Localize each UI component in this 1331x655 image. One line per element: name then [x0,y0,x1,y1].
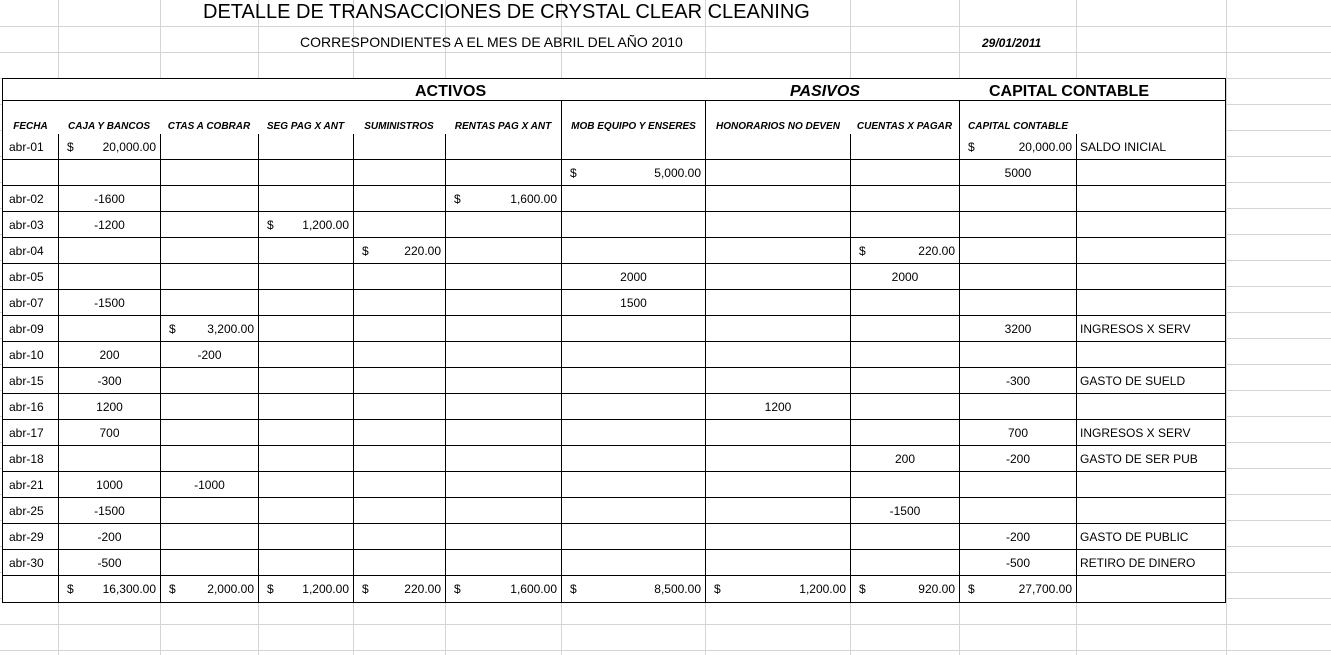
date-cell[interactable]: abr-10 [2,342,58,368]
table-cell[interactable] [258,212,353,238]
table-cell[interactable]: 200 [58,342,160,368]
table-cell[interactable] [58,446,160,472]
table-cell[interactable]: 2000 [850,264,959,290]
table-cell[interactable] [561,394,705,420]
table-cell[interactable] [705,290,850,316]
table-cell[interactable] [561,316,705,342]
table-cell[interactable] [705,160,850,186]
table-cell[interactable] [445,264,561,290]
table-cell[interactable] [160,160,258,186]
section-capital: CAPITAL CONTABLE [989,83,1149,100]
date-cell[interactable]: abr-04 [2,238,58,264]
table-cell[interactable] [850,160,959,186]
table-cell[interactable]: -300 [959,368,1076,394]
table-cell[interactable]: 5000 [959,160,1076,186]
table-cell[interactable] [850,550,959,576]
table-cell[interactable] [445,186,561,212]
table-cell[interactable] [258,186,353,212]
table-cell[interactable] [705,238,850,264]
table-cell[interactable] [258,524,353,550]
table-cell[interactable] [959,498,1076,524]
table-cell[interactable] [561,446,705,472]
sheet-subtitle: CORRESPONDIENTES A EL MES DE ABRIL DEL AÑO 2010 [300,34,683,50]
table-cell[interactable]: 1200 [705,394,850,420]
table-cell[interactable] [353,420,445,446]
cell-value: 20,000.00 [102,140,156,154]
table-cell[interactable] [258,160,353,186]
table-cell[interactable] [561,550,705,576]
table-cell[interactable] [850,134,959,160]
table-cell[interactable] [258,368,353,394]
cell-value: 1,200.00 [799,582,846,596]
table-cell[interactable] [561,186,705,212]
table-cell[interactable] [160,264,258,290]
table-cell[interactable] [160,368,258,394]
table-cell[interactable] [959,342,1076,368]
date-cell[interactable]: abr-18 [2,446,58,472]
table-cell[interactable] [258,446,353,472]
date-cell[interactable]: abr-30 [2,550,58,576]
table-cell[interactable] [850,524,959,550]
table-cell[interactable] [959,238,1076,264]
table-cell[interactable]: -200 [959,446,1076,472]
currency-symbol: $ [454,582,461,596]
cell-value: 220.00 [404,244,441,258]
date-cell[interactable] [2,160,58,186]
grid-line [0,26,1331,27]
table-cell[interactable] [258,394,353,420]
column-header: SEG PAG X ANT [258,100,353,134]
table-cell[interactable] [705,446,850,472]
cell-value: 1,200.00 [302,582,349,596]
table-cell[interactable] [258,264,353,290]
grid-line [0,650,1331,651]
table-cell[interactable] [160,134,258,160]
table-cell[interactable] [353,446,445,472]
column-header: RENTAS PAG X ANT [445,100,561,134]
date-cell[interactable]: abr-29 [2,524,58,550]
table-cell[interactable] [160,290,258,316]
table-cell[interactable] [160,212,258,238]
table-cell[interactable] [705,316,850,342]
table-cell[interactable] [1076,264,1226,290]
table-cell[interactable] [561,160,705,186]
table-cell[interactable] [353,498,445,524]
table-cell[interactable] [353,238,445,264]
total-cell[interactable] [160,576,258,603]
table-cell[interactable] [58,238,160,264]
cell-value: 3,200.00 [207,322,254,336]
table-cell[interactable] [445,134,561,160]
table-cell[interactable] [561,212,705,238]
table-cell[interactable] [850,316,959,342]
column-header: SUMINISTROS [353,100,445,134]
date-cell[interactable]: abr-25 [2,498,58,524]
table-cell[interactable] [445,342,561,368]
currency-symbol: $ [859,244,866,258]
currency-symbol: $ [267,582,274,596]
table-cell[interactable] [959,290,1076,316]
cell-value: 27,700.00 [1018,582,1072,596]
currency-symbol: $ [362,244,369,258]
table-cell[interactable] [353,550,445,576]
date-cell[interactable]: abr-07 [2,290,58,316]
table-cell[interactable] [445,472,561,498]
table-cell[interactable]: -500 [959,550,1076,576]
table-cell[interactable]: 1000 [58,472,160,498]
table-cell[interactable] [445,498,561,524]
table-cell[interactable] [850,212,959,238]
table-cell[interactable] [258,420,353,446]
table-cell[interactable] [445,316,561,342]
table-cell[interactable] [445,368,561,394]
sheet-title: DETALLE DE TRANSACCIONES DE CRYSTAL CLEAR CLEANING [203,1,810,23]
table-cell[interactable] [1076,472,1226,498]
column-header: MOB EQUIPO Y ENSERES [561,100,705,134]
table-cell[interactable] [353,212,445,238]
cell-value: 1,200.00 [302,218,349,232]
table-cell[interactable]: 700 [58,420,160,446]
currency-symbol: $ [454,192,461,206]
table-cell[interactable] [58,134,160,160]
table-cell[interactable] [445,446,561,472]
table-cell[interactable] [1076,498,1226,524]
table-cell[interactable] [353,186,445,212]
table-cell[interactable]: INGRESOS X SERV [1076,316,1226,342]
table-cell[interactable]: RETIRO DE DINERO [1076,550,1226,576]
table-cell[interactable]: -200 [58,524,160,550]
table-cell[interactable]: -200 [160,342,258,368]
table-cell[interactable] [561,524,705,550]
table-cell[interactable] [160,394,258,420]
table-cell[interactable] [258,472,353,498]
section-pasivos: PASIVOS [790,83,860,100]
date-cell[interactable]: abr-02 [2,186,58,212]
date-cell[interactable]: abr-09 [2,316,58,342]
currency-symbol: $ [859,582,866,596]
table-cell[interactable]: 700 [959,420,1076,446]
table-cell[interactable] [705,342,850,368]
table-cell[interactable] [705,550,850,576]
table-cell[interactable] [705,524,850,550]
currency-symbol: $ [267,218,274,232]
table-cell[interactable] [1076,394,1226,420]
cell-value: 1,600.00 [510,582,557,596]
table-cell[interactable] [561,134,705,160]
table-cell[interactable] [561,420,705,446]
column-header: FECHA [2,100,58,134]
currency-symbol: $ [968,582,975,596]
table-cell[interactable] [959,186,1076,212]
cell-value: 220.00 [918,244,955,258]
table-cell[interactable] [445,238,561,264]
table-cell[interactable] [445,160,561,186]
cell-value: 20,000.00 [1018,140,1072,154]
table-cell[interactable] [58,160,160,186]
cell-value: 1,600.00 [510,192,557,206]
table-cell[interactable] [160,238,258,264]
table-cell[interactable]: 200 [850,446,959,472]
table-cell[interactable] [445,394,561,420]
currency-symbol: $ [67,582,74,596]
table-cell[interactable]: 1200 [58,394,160,420]
table-cell[interactable]: -1000 [160,472,258,498]
table-cell[interactable] [850,342,959,368]
table-cell[interactable] [705,472,850,498]
table-cell[interactable] [353,472,445,498]
total-cell[interactable] [705,576,850,603]
table-cell[interactable] [353,316,445,342]
cell-value: 8,500.00 [654,582,701,596]
table-cell[interactable] [959,264,1076,290]
table-cell[interactable] [705,186,850,212]
table-cell[interactable]: SALDO INICIAL [1076,134,1226,160]
column-header: HONORARIOS NO DEVEN [705,100,850,134]
column-header [1076,100,1226,134]
table-cell[interactable] [1076,290,1226,316]
table-cell[interactable]: -1500 [58,290,160,316]
table-cell[interactable] [353,394,445,420]
table-cell[interactable] [850,368,959,394]
table-cell[interactable]: -1600 [58,186,160,212]
table-cell[interactable] [1076,212,1226,238]
table-cell[interactable] [561,342,705,368]
table-cell[interactable] [160,316,258,342]
table-cell[interactable] [705,420,850,446]
table-cell[interactable] [1076,186,1226,212]
date-cell[interactable]: abr-01 [2,134,58,160]
table-cell[interactable] [445,524,561,550]
table-cell[interactable] [160,186,258,212]
table-cell[interactable] [58,316,160,342]
table-cell[interactable]: GASTO DE SER PUB [1076,446,1226,472]
total-cell[interactable] [58,576,160,603]
table-cell[interactable] [258,550,353,576]
table-cell[interactable] [561,472,705,498]
table-cell[interactable] [850,186,959,212]
grid-line [0,624,1331,625]
total-cell[interactable] [353,576,445,603]
table-cell[interactable] [258,134,353,160]
table-cell[interactable] [705,368,850,394]
table-cell[interactable] [258,238,353,264]
table-cell[interactable] [160,446,258,472]
currency-symbol: $ [169,322,176,336]
table-cell[interactable]: 2000 [561,264,705,290]
table-cell[interactable] [850,238,959,264]
column-header: CAJA Y BANCOS [58,100,160,134]
table-cell[interactable]: INGRESOS X SERV [1076,420,1226,446]
table-cell[interactable] [353,264,445,290]
table-cell[interactable] [258,316,353,342]
table-cell[interactable] [353,134,445,160]
table-cell[interactable] [1076,160,1226,186]
table-cell[interactable]: -1500 [58,498,160,524]
table-cell[interactable] [258,342,353,368]
table-cell[interactable] [561,498,705,524]
table-cell[interactable] [160,498,258,524]
table-cell[interactable] [445,290,561,316]
table-cell[interactable]: -1500 [850,498,959,524]
total-cell[interactable] [445,576,561,603]
table-cell[interactable] [959,472,1076,498]
currency-symbol: $ [570,166,577,180]
date-cell[interactable]: abr-16 [2,394,58,420]
table-cell[interactable] [1076,238,1226,264]
cell-value: 5,000.00 [654,166,701,180]
table-cell[interactable]: GASTO DE SUELD [1076,368,1226,394]
currency-symbol: $ [169,582,176,596]
table-cell[interactable]: 1500 [561,290,705,316]
table-cell[interactable] [445,212,561,238]
table-cell[interactable] [353,290,445,316]
table-cell[interactable] [1076,342,1226,368]
currency-symbol: $ [968,140,975,154]
table-cell[interactable] [58,264,160,290]
table-cell[interactable]: 3200 [959,316,1076,342]
currency-symbol: $ [362,582,369,596]
table-cell[interactable] [705,264,850,290]
table-cell[interactable] [850,290,959,316]
cell-value: 2,000.00 [207,582,254,596]
total-cell[interactable] [1076,576,1226,603]
report-date: 29/01/2011 [982,36,1042,50]
cell-value: 920.00 [918,582,955,596]
grid-line [1226,0,1227,655]
total-cell[interactable] [258,576,353,603]
table-cell[interactable] [258,498,353,524]
section-activos: ACTIVOS [415,83,487,100]
date-cell[interactable]: abr-03 [2,212,58,238]
cell-value: 220.00 [404,582,441,596]
date-cell[interactable]: abr-21 [2,472,58,498]
column-header: CAPITAL CONTABLE [959,100,1076,134]
table-cell[interactable]: -200 [959,524,1076,550]
date-cell[interactable]: abr-05 [2,264,58,290]
table-cell[interactable] [959,394,1076,420]
table-cell[interactable] [959,212,1076,238]
table-cell[interactable] [850,394,959,420]
table-cell[interactable] [353,524,445,550]
table-cell[interactable]: -300 [58,368,160,394]
table-cell[interactable] [705,134,850,160]
table-cell[interactable] [561,368,705,394]
cell-value: 16,300.00 [102,582,156,596]
total-cell[interactable] [561,576,705,603]
table-cell[interactable] [445,550,561,576]
table-cell[interactable] [160,524,258,550]
table-cell[interactable] [353,160,445,186]
date-cell[interactable]: abr-17 [2,420,58,446]
table-cell[interactable] [160,420,258,446]
table-cell[interactable] [160,550,258,576]
table-cell[interactable] [353,368,445,394]
table-cell[interactable] [850,472,959,498]
column-header: CTAS A COBRAR [160,100,258,134]
table-cell[interactable] [561,238,705,264]
table-cell[interactable] [705,212,850,238]
table-cell[interactable]: GASTO DE PUBLIC [1076,524,1226,550]
table-cell[interactable] [705,498,850,524]
currency-symbol: $ [67,140,74,154]
currency-symbol: $ [570,582,577,596]
table-cell[interactable] [353,342,445,368]
table-cell[interactable] [445,420,561,446]
table-cell[interactable] [850,420,959,446]
date-cell[interactable]: abr-15 [2,368,58,394]
table-cell[interactable] [258,290,353,316]
column-header: CUENTAS X PAGAR [850,100,959,134]
totals-label-cell[interactable] [2,576,58,603]
table-cell[interactable]: -1200 [58,212,160,238]
currency-symbol: $ [714,582,721,596]
total-cell[interactable] [959,576,1076,603]
table-cell[interactable] [959,134,1076,160]
total-cell[interactable] [850,576,959,603]
table-cell[interactable]: -500 [58,550,160,576]
